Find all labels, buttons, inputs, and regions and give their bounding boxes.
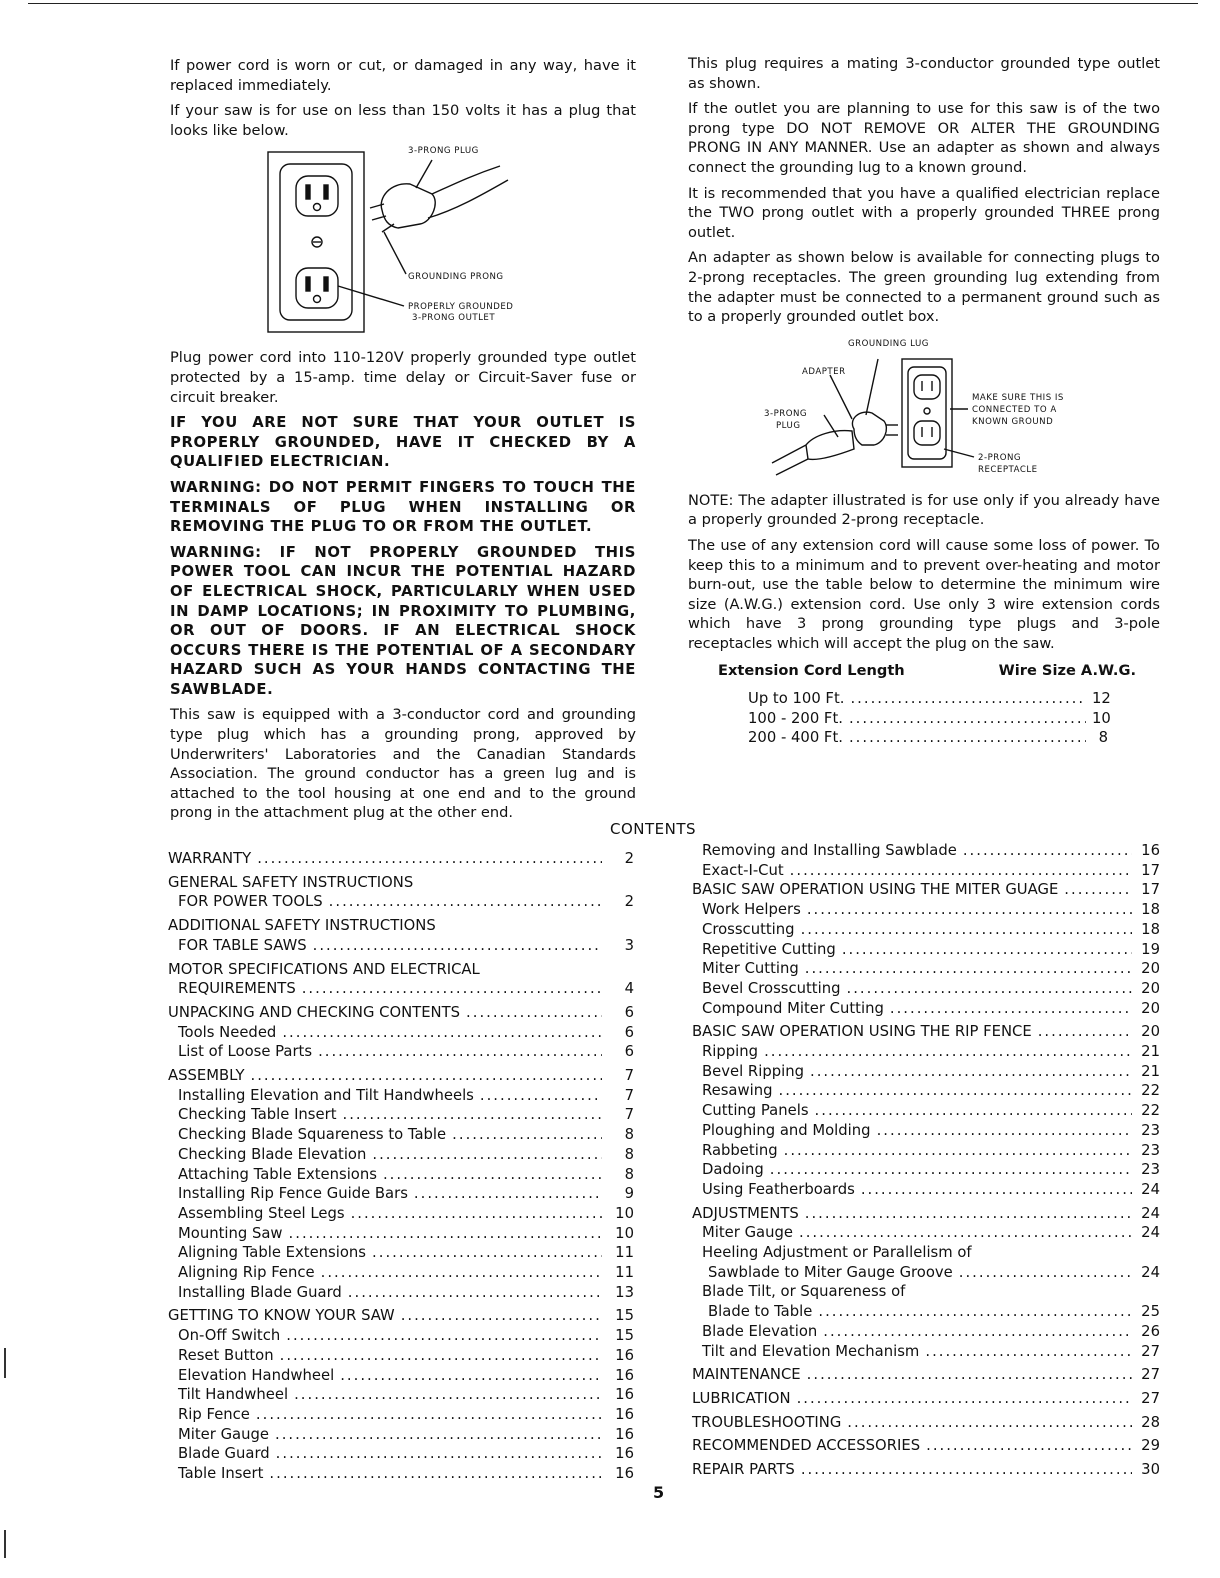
table-row <box>748 709 1111 729</box>
row-length: 200 - 400 Ft. <box>748 729 843 747</box>
leader-dots <box>282 1023 602 1043</box>
toc-entry-title: Resawing <box>702 1082 773 1100</box>
toc-entry-title: BASIC SAW OPERATION USING THE RIP FENCE <box>692 1023 1032 1041</box>
toc-entry-page: 16 <box>615 1445 634 1463</box>
toc-entry <box>168 1385 634 1405</box>
toc-entry-title: RECOMMENDED ACCESSORIES <box>692 1437 921 1455</box>
toc-entry <box>168 1405 634 1425</box>
leader-dots <box>877 1121 1132 1141</box>
toc-entry <box>692 1042 1160 1062</box>
toc-entry-title: Installing Blade Guard <box>178 1283 342 1301</box>
toc-entry-page: 16 <box>615 1366 634 1384</box>
toc-entry-title: Blade Tilt, or Squareness of <box>702 1283 906 1301</box>
toc-entry-title: Tilt and Elevation Mechanism <box>702 1342 920 1360</box>
leader-dots <box>348 1283 602 1303</box>
toc-entry <box>692 1022 1160 1042</box>
figure-adapter <box>688 333 1160 483</box>
toc-entry <box>692 940 1160 960</box>
toc-entry <box>168 1306 634 1326</box>
toc-entry <box>168 1444 634 1464</box>
toc-entry <box>168 1003 634 1023</box>
leader-dots <box>383 1165 602 1185</box>
toc-entry <box>168 1366 634 1386</box>
toc-entry <box>168 1243 634 1263</box>
paragraph-adapter: An adapter as shown below is available for connecting plugs to 2-prong receptacles. The green grounding lug extending from the adapter must be connected to a permanent ground such as to a properly grounded outlet box. <box>688 249 1160 326</box>
label-grounding-prong: GROUNDING PRONG <box>408 272 504 283</box>
toc-entry-title: Using Featherboards <box>702 1180 855 1198</box>
toc-entry-title: GETTING TO KNOW YOUR SAW <box>168 1307 395 1325</box>
toc-entry <box>692 841 1160 861</box>
leader-dots <box>401 1306 602 1326</box>
leader-dots <box>810 1062 1132 1082</box>
toc-entry-page: 2 <box>624 850 634 867</box>
table-header <box>718 661 1136 681</box>
toc-entry-page: 16 <box>615 1405 634 1423</box>
row-size: 10 <box>1092 709 1111 727</box>
leader-dots <box>480 1086 602 1106</box>
toc-entry <box>168 1023 634 1043</box>
toc-entry-title: Aligning Table Extensions <box>178 1244 367 1262</box>
leader-dots <box>784 1141 1132 1161</box>
leader-dots <box>778 1081 1132 1101</box>
toc-entry <box>168 960 634 980</box>
leader-dots <box>805 959 1132 979</box>
toc-entry-title: Installing Rip Fence Guide Bars <box>178 1185 408 1203</box>
toc-entry <box>168 1346 634 1366</box>
toc-entry <box>692 1204 1160 1224</box>
right-column <box>688 54 1160 748</box>
toc-entry-page: 21 <box>1141 1043 1160 1061</box>
table-row <box>748 728 1108 748</box>
toc-entry <box>168 1066 634 1086</box>
toc-entry <box>692 1413 1160 1433</box>
toc-entry-page: 23 <box>1141 1121 1160 1139</box>
toc-entry-page: 20 <box>1141 960 1160 978</box>
toc-entry-title: GENERAL SAFETY INSTRUCTIONS <box>168 873 414 891</box>
toc-entry-title: TROUBLESHOOTING <box>692 1413 842 1431</box>
toc-entry-page: 23 <box>1141 1161 1160 1179</box>
toc-entry <box>168 1283 634 1303</box>
toc-entry <box>692 1223 1160 1243</box>
paragraph-cord-damage: If power cord is worn or cut, or damaged in any way, have it replaced immediately. <box>170 57 636 94</box>
toc-entry-title: Cutting Panels <box>702 1102 809 1120</box>
toc-entry-page: 23 <box>1141 1141 1160 1159</box>
leader-dots <box>815 1101 1132 1121</box>
toc-entry <box>168 1326 634 1346</box>
leader-dots <box>849 728 1086 748</box>
toc-entry-title: UNPACKING AND CHECKING CONTENTS <box>168 1003 461 1021</box>
leader-dots <box>275 1425 602 1445</box>
toc-entry <box>692 1436 1160 1456</box>
leader-dots <box>414 1184 602 1204</box>
leader-dots <box>372 1243 602 1263</box>
toc-entry-title: Bevel Ripping <box>702 1062 804 1080</box>
paragraph-two-prong: If the outlet you are planning to use for this saw is of the two prong type DO NOT REMOVE OR ALTER THE GROUNDING PRONG IN ANY MANNER. Use an adapter as shown and always connect the grounding lug to a known ground. <box>688 100 1160 176</box>
toc-entry-title: Compound Miter Cutting <box>702 999 884 1017</box>
toc-entry-title: FOR POWER TOOLS <box>178 893 323 911</box>
toc-entry-title: Blade Elevation <box>702 1322 818 1340</box>
label-known-ground: KNOWN GROUND <box>972 416 1054 427</box>
toc-entry-title: Attaching Table Extensions <box>178 1165 377 1183</box>
toc-entry <box>692 999 1160 1019</box>
warning-shock: WARNING: IF NOT PROPERLY GROUNDED THIS POWER TOOL CAN INCUR THE POTENTIAL HAZARD OF ELECTRICAL SHOCK, PARTICULARLY WHEN USED IN DAMP LOCATIONS; IN PROXIMITY TO PLUMBING, OR OUT OF DOORS. IF AN ELECTRICAL SHOCK OCCURS THERE IS THE POTENTIAL OF A SECONDARY HAZARD SUCH AS YOUR HANDS CONTACTING THE SAWBLADE. <box>170 543 636 698</box>
toc-entry-page: 7 <box>624 1106 634 1124</box>
toc-entry-page: 20 <box>1141 1023 1160 1041</box>
toc-entry-title: REPAIR PARTS <box>692 1461 795 1479</box>
toc-entry <box>692 861 1160 881</box>
toc-entry-title: Ploughing and Molding <box>702 1121 871 1139</box>
toc-entry <box>692 1302 1160 1322</box>
toc-entry <box>692 920 1160 940</box>
leader-dots <box>764 1042 1132 1062</box>
toc-entry-title: WARRANTY <box>168 850 252 867</box>
toc-entry-title: Removing and Installing Sawblade <box>702 842 957 859</box>
leader-dots <box>818 1302 1132 1322</box>
label-adapter: ADAPTER <box>802 366 846 377</box>
toc-entry-page: 9 <box>624 1185 634 1203</box>
toc-entry-page: 19 <box>1141 940 1160 958</box>
leader-dots <box>847 1413 1132 1433</box>
label-3-prong-outlet: 3-PRONG OUTLET <box>412 313 496 324</box>
paragraph-3-conductor: This saw is equipped with a 3-conductor cord and grounding type plug which has a grounding prong, approved by Underwriters' Laboratories and the Canadian Standards Association. The ground conductor has a green lug and is attached to the tool housing at one end and to the ground prong in the attachment plug at the other end. <box>170 706 636 822</box>
toc-entry-title: Miter Gauge <box>702 1224 793 1242</box>
toc-entry-title: Tilt Handwheel <box>178 1386 289 1404</box>
toc-entry <box>692 1263 1160 1283</box>
toc-entry <box>168 1263 634 1283</box>
toc-entry <box>692 880 1160 900</box>
leader-dots <box>797 1389 1132 1409</box>
toc-entry-page: 10 <box>615 1204 634 1222</box>
leader-dots <box>801 1460 1132 1480</box>
toc-entry-title: Miter Gauge <box>178 1425 269 1443</box>
toc-entry <box>692 900 1160 920</box>
toc-entry-title: Aligning Rip Fence <box>178 1264 315 1282</box>
toc-entry <box>692 979 1160 999</box>
toc-entry <box>168 873 634 893</box>
toc-entry-page: 16 <box>615 1346 634 1364</box>
toc-entry-page: 27 <box>1141 1389 1160 1407</box>
leader-dots <box>807 900 1132 920</box>
toc-entry-page: 24 <box>1141 1180 1160 1198</box>
toc-entry <box>168 1165 634 1185</box>
leader-dots <box>302 979 602 999</box>
toc-entry <box>692 1389 1160 1409</box>
leader-dots <box>256 1405 602 1425</box>
toc-entry <box>168 892 634 912</box>
toc-entry-page: 10 <box>615 1224 634 1242</box>
table-row <box>748 689 1111 709</box>
toc-entry-title: Mounting Saw <box>178 1224 283 1242</box>
extension-cord-table <box>718 661 1136 747</box>
toc-entry <box>168 936 634 956</box>
toc-entry-title: BASIC SAW OPERATION USING THE MITER GUAGE <box>692 881 1059 899</box>
paragraph-note: NOTE: The adapter illustrated is for use only if you already have a properly grounded 2-prong receptacle. <box>688 491 1160 529</box>
toc-entry-page: 30 <box>1141 1461 1160 1479</box>
toc-entry <box>168 1125 634 1145</box>
leader-dots <box>466 1003 602 1023</box>
leader-dots <box>289 1224 602 1244</box>
toc-entry-title: Crosscutting <box>702 920 795 938</box>
toc-entry-page: 6 <box>624 1003 634 1021</box>
leader-dots <box>849 709 1086 729</box>
leader-dots <box>807 1365 1132 1385</box>
leader-dots <box>847 979 1133 999</box>
toc-entry-page: 16 <box>615 1465 634 1483</box>
toc-entry-page: 21 <box>1141 1062 1160 1080</box>
toc-entry-page: 7 <box>624 1086 634 1104</box>
toc-entry-page: 4 <box>624 980 634 998</box>
toc-entry-title: ASSEMBLY <box>168 1067 245 1085</box>
toc-entry-title: Repetitive Cutting <box>702 940 836 958</box>
toc-entry-title: Checking Blade Squareness to Table <box>178 1126 447 1144</box>
warning-fingers: WARNING: DO NOT PERMIT FINGERS TO TOUCH THE TERMINALS OF PLUG WHEN INSTALLING OR REMOVING THE PLUG TO OR FROM THE OUTLET. <box>170 478 636 536</box>
toc-entry-title: Checking Table Insert <box>178 1106 337 1124</box>
leader-dots <box>823 1322 1132 1342</box>
paragraph-electrician: It is recommended that you have a qualified electrician replace the TWO prong outlet with a properly grounded THREE prong outlet. <box>688 184 1160 241</box>
toc-entry-title: Elevation Handwheel <box>178 1366 335 1384</box>
scan-edge-mark <box>4 1530 6 1558</box>
toc-entry-title: REQUIREMENTS <box>178 980 296 998</box>
leader-dots <box>280 1346 602 1366</box>
toc-entry-page: 13 <box>615 1283 634 1301</box>
label-2-prong: 2-PRONG <box>978 452 1022 463</box>
toc-entry-title: Exact-I-Cut <box>702 861 784 879</box>
leader-dots <box>1038 1022 1132 1042</box>
leader-dots <box>790 861 1132 881</box>
toc-entry-page: 6 <box>624 1023 634 1041</box>
toc-entry <box>168 1425 634 1445</box>
left-column <box>170 56 636 829</box>
adapter-illustration <box>688 333 1160 483</box>
toc-entry-page: 11 <box>615 1244 634 1262</box>
leader-dots <box>925 1342 1132 1362</box>
leader-dots <box>372 1145 602 1165</box>
toc-entry <box>168 1042 634 1062</box>
toc-entry-title: On-Off Switch <box>178 1327 281 1345</box>
toc-entry-title: ADJUSTMENTS <box>692 1204 799 1222</box>
figure-3-prong-outlet <box>170 146 636 338</box>
toc-entry <box>168 916 634 936</box>
leader-dots <box>1064 880 1132 900</box>
contents-left-column <box>168 845 634 1484</box>
toc-entry-page: 24 <box>1141 1224 1160 1242</box>
scan-edge-mark <box>4 1348 6 1378</box>
leader-dots <box>850 689 1086 709</box>
toc-entry-title: Rabbeting <box>702 1141 778 1159</box>
toc-entry <box>168 1224 634 1244</box>
toc-entry-page: 27 <box>1141 1366 1160 1384</box>
toc-entry-title: Work Helpers <box>702 901 801 919</box>
toc-entry-title: Checking Blade Elevation <box>178 1145 367 1163</box>
toc-entry <box>692 1141 1160 1161</box>
toc-entry <box>692 1365 1160 1385</box>
toc-entry-title: Ripping <box>702 1043 759 1061</box>
toc-entry-page: 16 <box>615 1386 634 1404</box>
toc-entry-page: 22 <box>1141 1082 1160 1100</box>
label-receptacle: RECEPTACLE <box>978 464 1038 475</box>
toc-entry <box>692 1282 1160 1302</box>
label-plug: PLUG <box>776 420 801 431</box>
toc-entry-page: 15 <box>615 1327 634 1345</box>
toc-entry-page: 28 <box>1141 1413 1160 1431</box>
label-grounding-lug: GROUNDING LUG <box>848 338 929 349</box>
leader-dots <box>269 1464 602 1484</box>
label-connected-to: CONNECTED TO A <box>972 404 1057 415</box>
toc-entry-page: 22 <box>1141 1102 1160 1120</box>
contents-title: CONTENTS <box>610 820 697 838</box>
toc-entry-title: Tools Needed <box>178 1023 277 1041</box>
leader-dots <box>276 1444 602 1464</box>
row-size: 12 <box>1092 690 1111 708</box>
toc-entry-title: Miter Cutting <box>702 960 799 978</box>
toc-entry <box>168 1145 634 1165</box>
toc-entry-page: 29 <box>1141 1437 1160 1455</box>
leader-dots <box>340 1366 602 1386</box>
toc-entry <box>168 1105 634 1125</box>
toc-entry <box>168 1204 634 1224</box>
toc-entry-title: Dadoing <box>702 1161 764 1179</box>
toc-entry-title: Table Insert <box>178 1465 264 1483</box>
outlet-plug-illustration <box>170 146 636 338</box>
row-size: 8 <box>1098 729 1108 747</box>
toc-entry-title: Blade to Table <box>708 1303 813 1321</box>
header-length: Extension Cord Length <box>718 662 905 680</box>
label-3-prong-plug: 3-PRONG PLUG <box>408 146 479 157</box>
toc-entry <box>168 1464 634 1484</box>
toc-entry-title: Installing Elevation and Tilt Handwheels <box>178 1086 474 1104</box>
contents-right-column <box>692 841 1160 1480</box>
paragraph-plug-in: Plug power cord into 110-120V properly grounded type outlet protected by a 15-amp. time delay or Circuit-Saver fuse or circuit breaker. <box>170 349 636 406</box>
toc-entry <box>692 1180 1160 1200</box>
paragraph-plug-type: If your saw is for use on less than 150 volts it has a plug that looks like below. <box>170 102 636 139</box>
toc-entry-page: 11 <box>615 1264 634 1282</box>
leader-dots <box>770 1160 1132 1180</box>
label-make-sure: MAKE SURE THIS IS <box>972 392 1064 403</box>
leader-dots <box>959 1263 1132 1283</box>
page-number: 5 <box>653 1483 665 1502</box>
toc-entry-title: Rip Fence <box>178 1405 250 1423</box>
toc-entry-page: 16 <box>615 1425 634 1443</box>
toc-entry-page: 18 <box>1141 920 1160 938</box>
toc-entry <box>692 1342 1160 1362</box>
toc-entry <box>692 1243 1160 1263</box>
row-length: 100 - 200 Ft. <box>748 709 843 727</box>
paragraph-mating-outlet: This plug requires a mating 3-conductor grounded type outlet as shown. <box>688 55 1160 92</box>
leader-dots <box>452 1125 602 1145</box>
toc-entry-page: 8 <box>624 1126 634 1144</box>
leader-dots <box>805 1204 1132 1224</box>
toc-entry <box>692 1081 1160 1101</box>
toc-entry-page: 2 <box>624 893 634 911</box>
toc-entry-page: 7 <box>624 1067 634 1085</box>
leader-dots <box>257 849 602 869</box>
toc-entry <box>168 1184 634 1204</box>
toc-entry-page: 3 <box>624 936 634 954</box>
toc-entry-title: Bevel Crosscutting <box>702 979 841 997</box>
toc-entry <box>692 1322 1160 1342</box>
toc-entry <box>692 1160 1160 1180</box>
toc-entry <box>692 1062 1160 1082</box>
top-rule <box>28 3 1198 4</box>
toc-entry-title: Assembling Steel Legs <box>178 1204 345 1222</box>
toc-entry-page: 6 <box>624 1043 634 1061</box>
leader-dots <box>251 1066 603 1086</box>
toc-entry-title: Heeling Adjustment or Parallelism of <box>702 1244 972 1262</box>
leader-dots <box>861 1180 1132 1200</box>
toc-entry-page: 15 <box>615 1307 634 1325</box>
toc-entry-title: MOTOR SPECIFICATIONS AND ELECTRICAL <box>168 960 480 978</box>
toc-entry-page: 20 <box>1141 999 1160 1017</box>
toc-entry-page: 24 <box>1141 1263 1160 1281</box>
toc-entry-page: 26 <box>1141 1322 1160 1340</box>
toc-entry-page: 8 <box>624 1145 634 1163</box>
label-3-prong: 3-PRONG <box>764 408 808 419</box>
toc-entry-page: 17 <box>1141 861 1160 879</box>
toc-entry-title: Sawblade to Miter Gauge Groove <box>708 1263 953 1281</box>
toc-entry <box>168 979 634 999</box>
toc-entry-page: 25 <box>1141 1303 1160 1321</box>
leader-dots <box>294 1385 602 1405</box>
toc-entry-title: ADDITIONAL SAFETY INSTRUCTIONS <box>168 917 436 935</box>
leader-dots <box>963 841 1132 861</box>
leader-dots <box>313 936 602 956</box>
toc-entry-page: 16 <box>1141 842 1160 859</box>
leader-dots <box>321 1263 602 1283</box>
toc-entry-title: LUBRICATION <box>692 1389 791 1407</box>
header-wire-size: Wire Size A.W.G. <box>998 662 1136 680</box>
toc-entry-page: 18 <box>1141 901 1160 919</box>
toc-entry-title: FOR TABLE SAWS <box>178 936 307 954</box>
leader-dots <box>351 1204 602 1224</box>
leader-dots <box>343 1105 602 1125</box>
toc-entry <box>692 959 1160 979</box>
leader-dots <box>926 1436 1132 1456</box>
warning-grounded: IF YOU ARE NOT SURE THAT YOUR OUTLET IS PROPERLY GROUNDED, HAVE IT CHECKED BY A QUALIFIED ELECTRICIAN. <box>170 414 636 471</box>
toc-entry-page: 17 <box>1141 881 1160 899</box>
toc-entry-title: Blade Guard <box>178 1445 270 1463</box>
leader-dots <box>329 892 602 912</box>
toc-entry-page: 20 <box>1141 979 1160 997</box>
toc-entry <box>692 1101 1160 1121</box>
label-properly-grounded: PROPERLY GROUNDED <box>408 302 514 313</box>
toc-entry-page: 8 <box>624 1165 634 1183</box>
toc-entry <box>692 1121 1160 1141</box>
leader-dots <box>801 920 1132 940</box>
leader-dots <box>286 1326 602 1346</box>
leader-dots <box>890 999 1132 1019</box>
leader-dots <box>842 940 1132 960</box>
toc-entry <box>692 1460 1160 1480</box>
toc-entry-title: Reset Button <box>178 1346 274 1364</box>
toc-entry <box>168 849 634 869</box>
leader-dots <box>799 1223 1132 1243</box>
toc-entry-title: MAINTENANCE <box>692 1366 801 1384</box>
toc-entry-page: 27 <box>1141 1342 1160 1360</box>
toc-entry <box>168 1086 634 1106</box>
toc-entry-page: 24 <box>1141 1204 1160 1222</box>
row-length: Up to 100 Ft. <box>748 690 845 708</box>
paragraph-extension: The use of any extension cord will cause some loss of power. To keep this to a minimum and to prevent over-heating and motor burn-out, use the table below to determine the minimum wire size (A.W.G.) extension cord. Use only 3 wire extension cords which have 3 prong grounding type plugs and 3-pole receptacles which will accept the plug on the saw. <box>688 536 1160 652</box>
leader-dots <box>318 1042 602 1062</box>
toc-entry-title: List of Loose Parts <box>178 1043 313 1061</box>
